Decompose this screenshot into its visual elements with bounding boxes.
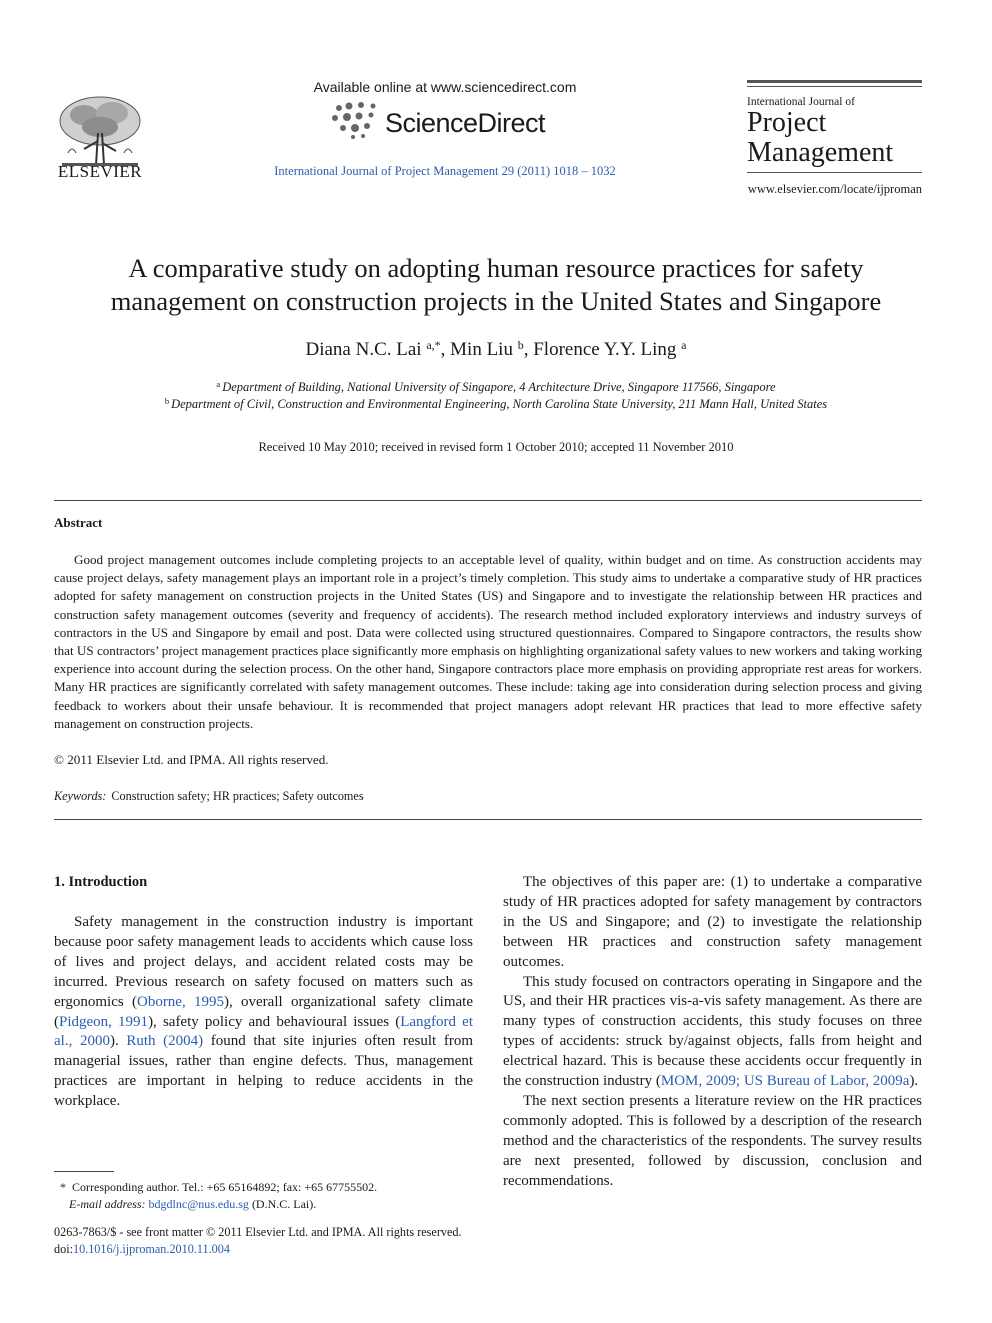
intro-paragraph-2: The objectives of this paper are: (1) to undertake a comparative study of HR practices adopted for safety management by contractors in the US and Singapore; and (2) to investigate the relationship between HR practices and construction safety management outcomes. [503,874,922,970]
paragraph-text: ). [109,1033,127,1050]
affiliation-text: Department of Building, National University of Singapore, 4 Architecture Drive, Singapore 117566, Singapore [222,380,776,394]
email-label: E-mail address: [69,1197,146,1211]
abstract-heading: Abstract [54,515,103,530]
affiliation-mark: b [164,396,170,406]
citation-link[interactable]: Ruth (2004) [126,1033,204,1050]
author-sup: a [681,338,687,352]
footnote-corresponding [54,1179,473,1196]
available-online-text[interactable]: Available online at www.sciencedirect.com [313,79,577,95]
paragraph-text: ). [909,1073,919,1090]
affiliation-mark: a [216,379,221,389]
author-sup: b [517,338,524,352]
citation-link[interactable]: Oborne, 1995 [136,993,224,1010]
email-link[interactable]: bdgdlnc@nus.edu.sg [148,1197,249,1211]
paragraph-text: This study focused on contractors operating in Singapore and the US, and their HR practices vis-a-vis safety management. As there are many types of construction accidents, this study focuses on three types of accidents: struck by/against objects, falls from height and electrical hazard. This is because these accidents occur frequently in the construction industry ( [503,973,922,1090]
intro-paragraph-1 [54,913,473,1112]
citation-link[interactable]: Pidgeon, 1991 [59,1013,149,1030]
affiliation-a [60,379,932,395]
journal-url[interactable]: www.elsevier.com/locate/ijproman [747,182,922,196]
author-name[interactable]: Florence Y.Y. Ling [533,339,677,360]
intro-paragraph-3 [503,973,922,1092]
right-column [503,873,922,1192]
journal-brand-small: International Journal of [747,96,855,108]
title-line: A comparative study on adopting human resource practices for safety [128,253,864,283]
footnote-email [54,1196,473,1213]
affiliation-b [60,396,932,412]
footer-issn: 0263-7863/$ - see front matter © 2011 Elsevier Ltd. and IPMA. All rights reserved. [54,1225,462,1239]
keywords-list: Construction safety; HR practices; Safety outcomes [111,789,364,803]
page-footer [54,1224,654,1258]
journal-brand-management: Management [747,137,894,168]
abstract-bottom-rule [54,819,922,820]
abstract-top-rule [54,500,922,501]
keywords-line [54,789,364,804]
paragraph-text: Safety management in the construction industry is important because poor safety management leads to accidents which cause loss of lives and project delays, and accident related costs may be incurred. Previous research on safety focused on matters such as ergonomics ( [54,914,473,1010]
footnote [54,1179,473,1213]
citation-link[interactable]: MOM, 2009; US Bureau of Labor, 2009a [660,1073,910,1090]
abstract-copyright: © 2011 Elsevier Ltd. and IPMA. All rights reserved. [54,752,329,767]
footer-doi [54,1241,654,1258]
email-suffix: (D.N.C. Lai). [251,1197,317,1211]
footnote-rule [54,1171,114,1172]
footnote-star: * [60,1180,66,1194]
journal-brand-rule [747,172,922,173]
affiliation-text: Department of Civil, Construction and Environmental Engineering, North Carolina State University, 211 Mann Hall, United States [171,397,828,411]
footnote-corresponding-text: Corresponding author. Tel.: +65 65164892; fax: +65 67755502. [72,1180,378,1194]
received-dates: Received 10 May 2010; received in revised form 1 October 2010; accepted 11 November 2010 [258,440,734,454]
journal-brand-rule [747,86,922,87]
paragraph-text: ), overall organizational safety climate ( [54,993,473,1030]
elsevier-wordmark: ELSEVIER [57,162,143,181]
author-name[interactable]: Min Liu [450,339,513,360]
keywords-label: Keywords: [54,789,107,803]
citation-link[interactable]: Langford et al., 2000 [54,1013,473,1050]
author-list: Diana N.C. Lai $^{a,*}$, Min Liu $^b$, Florence Y.Y. Ling $^a$ [305,338,687,360]
journal-citation-link[interactable]: International Journal of Project Management 29 (2011) 1018 – 1032 [274,164,616,178]
article-title [40,252,952,318]
section-heading-introduction: 1. Introduction [54,874,148,890]
intro-paragraph-4: The next section presents a literature review on the HR practices commonly adopted. This is followed by a description of the research method and the characteristics of the respondents. The survey results are next presented, followed by discussion, conclusion and recommendations. [503,1092,922,1189]
title-line: management on construction projects in the United States and Singapore [110,286,882,316]
sciencedirect-wordmark: ScienceDirect [385,108,546,138]
author-name[interactable]: Diana N.C. Lai [305,339,422,360]
journal-brand-project: Project [747,107,827,138]
paragraph-text: ), safety policy and behavioural issues ( [148,1013,401,1030]
doi-label: doi: [54,1242,73,1256]
author-sup: a,* [426,338,441,352]
doi-link[interactable]: 10.1016/j.ijproman.2010.11.004 [72,1242,230,1256]
journal-brand-rule [747,80,922,83]
abstract-text: Good project management outcomes include completing projects to an acceptable level of quality, within budget and on time. As construction accidents may cause project delays, safety management plays an important role in a project’s timely completion. This study aims to undertake a comparative study of HR practices adopted for safety management on construction projects in the United States (US) and Singapore and to investigate the relationship between HR practices and construction safety management outcomes (severity and frequency of accidents). The research method included exploratory interviews and industry surveys of contractors in the US and Singapore by email and post. Data were collected using structured questionnaires. Compared to Singapore contractors, the results show that US contractors’ project management practices place significantly more emphasis on highlighting organizational safety values to new workers and taking working experience into account during the selection process. On the other hand, Singapore contractors place more emphasis on providing appropriate rest areas for workers. Many HR practices are significantly correlated with safety management outcomes. These include: taking age into consideration during selection process and giving feedback to workers about their unsafe behaviour. It is recommended that project managers adopt relevant HR practices that lead to more effective safety management on construction projects. [54,552,922,731]
paragraph-text: found that site injuries often result from managerial issues, rather than engine defects. Thus, management practices are important in helping to reduce accidents in the workplace. [54,1033,473,1110]
